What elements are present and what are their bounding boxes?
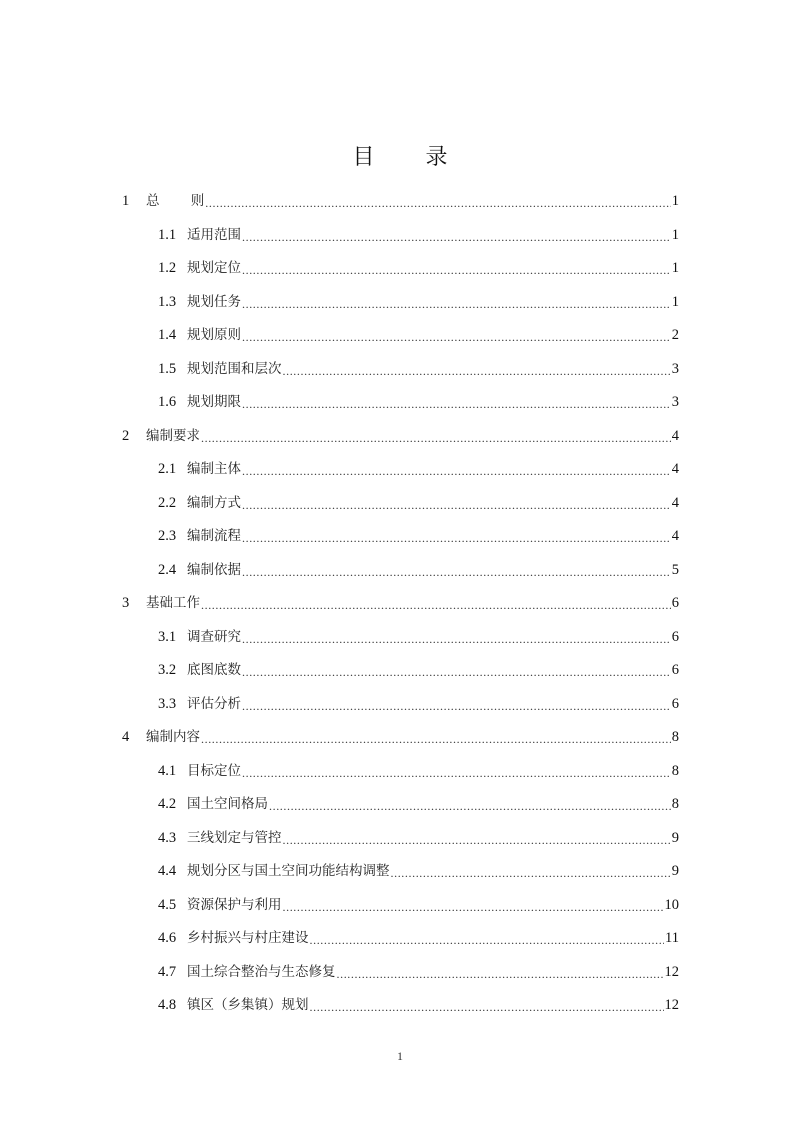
toc-entry-3[interactable]	[122, 591, 679, 615]
dot-leader	[283, 897, 664, 917]
toc-entry-4-5[interactable]	[158, 893, 679, 917]
dot-leader	[242, 562, 671, 582]
dot-leader	[337, 964, 664, 984]
toc-entry-3-2[interactable]	[158, 658, 679, 682]
toc-title: 规划定位	[187, 260, 241, 276]
dot-leader	[201, 729, 671, 749]
toc-title: 规划期限	[187, 394, 241, 410]
dot-leader	[242, 327, 671, 347]
toc-number: 2.1	[158, 461, 177, 477]
toc-page-number: 3	[671, 360, 679, 377]
dot-leader	[242, 227, 671, 247]
dot-leader	[242, 394, 671, 414]
toc-page-number: 9	[671, 829, 679, 846]
toc-title: 编制要求	[146, 427, 200, 444]
dot-leader	[310, 997, 664, 1017]
toc-title: 目标定位	[187, 762, 241, 779]
toc-number: 2	[122, 427, 130, 444]
toc-title: 编制内容	[146, 729, 200, 745]
dot-leader	[269, 796, 671, 816]
toc-page-number: 6	[671, 695, 679, 712]
toc-page-number: 4	[671, 461, 679, 477]
dot-leader	[201, 428, 671, 448]
toc-entry-1-3[interactable]	[158, 290, 679, 314]
toc-number: 4.5	[158, 896, 177, 913]
toc-number: 2.3	[158, 528, 177, 544]
toc-title: 底图底数	[187, 662, 241, 678]
toc-number: 3.3	[158, 695, 177, 712]
toc-entry-2[interactable]	[122, 424, 679, 448]
toc-number: 4.6	[158, 930, 177, 946]
toc-number: 1.5	[158, 360, 177, 377]
toc-entry-2-3[interactable]	[158, 524, 679, 548]
toc-title: 编制流程	[187, 528, 241, 544]
toc-page-number: 2	[671, 327, 679, 343]
toc-page-number: 1	[671, 293, 679, 310]
toc-entry-4-4[interactable]	[158, 859, 679, 883]
toc-number: 2.2	[158, 494, 177, 511]
toc-entry-1-4[interactable]	[158, 323, 679, 347]
dot-leader	[242, 260, 671, 280]
dot-leader	[205, 193, 670, 213]
toc-entry-4-6[interactable]	[158, 926, 679, 950]
toc-number: 1.6	[158, 394, 177, 410]
toc-entry-4-3[interactable]	[158, 826, 679, 850]
toc-page-number: 1	[671, 260, 679, 276]
toc-title: 调查研究	[187, 628, 241, 645]
footer-page-number: 1	[397, 1049, 403, 1063]
toc-number: 1.4	[158, 327, 177, 343]
toc-number: 1.3	[158, 293, 177, 310]
dot-leader	[242, 662, 671, 682]
toc-number: 4.1	[158, 762, 177, 779]
toc-title: 规划任务	[187, 293, 241, 310]
dot-leader	[310, 930, 665, 950]
toc-page-number: 12	[664, 963, 679, 980]
toc-entry-3-3[interactable]	[158, 692, 679, 716]
toc-entry-2-1[interactable]	[158, 457, 679, 481]
toc-title: 规划分区与国土空间功能结构调整	[187, 863, 390, 879]
toc-title: 编制方式	[187, 494, 241, 511]
toc-page-number: 6	[671, 662, 679, 678]
toc-title: 乡村振兴与村庄建设	[187, 930, 309, 946]
toc-title: 国土空间格局	[187, 796, 268, 812]
toc-entry-1-5[interactable]	[158, 357, 679, 381]
toc-page-number: 1	[671, 193, 679, 209]
toc-entry-4-2[interactable]	[158, 792, 679, 816]
toc-number: 2.4	[158, 561, 177, 578]
toc-number: 4.7	[158, 963, 177, 980]
dot-leader	[242, 696, 671, 716]
dot-leader	[283, 361, 671, 381]
toc-page-number: 4	[671, 528, 679, 544]
dot-leader	[201, 595, 671, 615]
toc-title: 评估分析	[187, 695, 241, 712]
dot-leader	[283, 830, 671, 850]
dot-leader	[242, 294, 671, 314]
toc-number: 1.1	[158, 226, 177, 243]
toc-number: 3	[122, 595, 130, 611]
toc-entry-4-1[interactable]	[158, 759, 679, 783]
toc-entry-4-7[interactable]	[158, 960, 679, 984]
toc-page-number: 4	[671, 494, 679, 511]
toc-entry-1-6[interactable]	[158, 390, 679, 414]
toc-number: 3.2	[158, 662, 177, 678]
toc-page-number: 6	[671, 628, 679, 645]
dot-leader	[242, 461, 671, 481]
toc-number: 1.2	[158, 260, 177, 276]
dot-leader	[242, 763, 671, 783]
toc-number: 4.4	[158, 863, 177, 879]
toc-entry-4-8[interactable]	[158, 993, 679, 1017]
toc-page-number: 12	[664, 997, 679, 1013]
dot-leader	[391, 863, 671, 883]
toc-page-number: 11	[665, 930, 679, 946]
toc-page-number: 6	[671, 595, 679, 611]
toc-title: 三线划定与管控	[187, 829, 282, 846]
toc-page-number: 5	[671, 561, 679, 578]
toc-page-number: 8	[671, 762, 679, 779]
toc-title: 规划范围和层次	[187, 360, 282, 377]
toc-entry-3-1[interactable]	[158, 625, 679, 649]
toc-entry-2-4[interactable]	[158, 558, 679, 582]
toc-title: 镇区（乡集镇）规划	[187, 997, 309, 1013]
toc-entry-1-2[interactable]	[158, 256, 679, 280]
toc-title: 规划原则	[187, 327, 241, 343]
toc-page-number: 9	[671, 863, 679, 879]
toc-title: 国土综合整治与生态修复	[187, 963, 336, 980]
toc-entry-4[interactable]	[122, 725, 679, 749]
toc-page-number: 8	[671, 729, 679, 745]
toc-entry-2-2[interactable]	[158, 491, 679, 515]
toc-number: 4	[122, 729, 130, 745]
toc-title: 资源保护与利用	[187, 896, 282, 913]
toc-page-number: 4	[671, 427, 679, 444]
toc-number: 4.8	[158, 997, 177, 1013]
toc-entry-1-1[interactable]	[158, 223, 679, 247]
toc-page-number: 8	[671, 796, 679, 812]
toc-page-number: 1	[671, 226, 679, 243]
dot-leader	[242, 629, 671, 649]
dot-leader	[242, 528, 671, 548]
toc-title: 编制主体	[187, 461, 241, 477]
toc-title: 总 则	[146, 193, 205, 209]
toc-title: 适用范围	[187, 226, 241, 243]
toc-number: 4.2	[158, 796, 177, 812]
toc-title: 编制依据	[187, 561, 241, 578]
toc-number: 1	[122, 193, 130, 209]
dot-leader	[242, 495, 671, 515]
toc-number: 4.3	[158, 829, 177, 846]
page-title: 目 录	[352, 145, 470, 170]
toc-entry-1[interactable]	[122, 189, 679, 213]
toc-number: 3.1	[158, 628, 177, 645]
toc-title: 基础工作	[146, 595, 200, 611]
toc-page-number: 10	[664, 896, 679, 913]
toc-page-number: 3	[671, 394, 679, 410]
